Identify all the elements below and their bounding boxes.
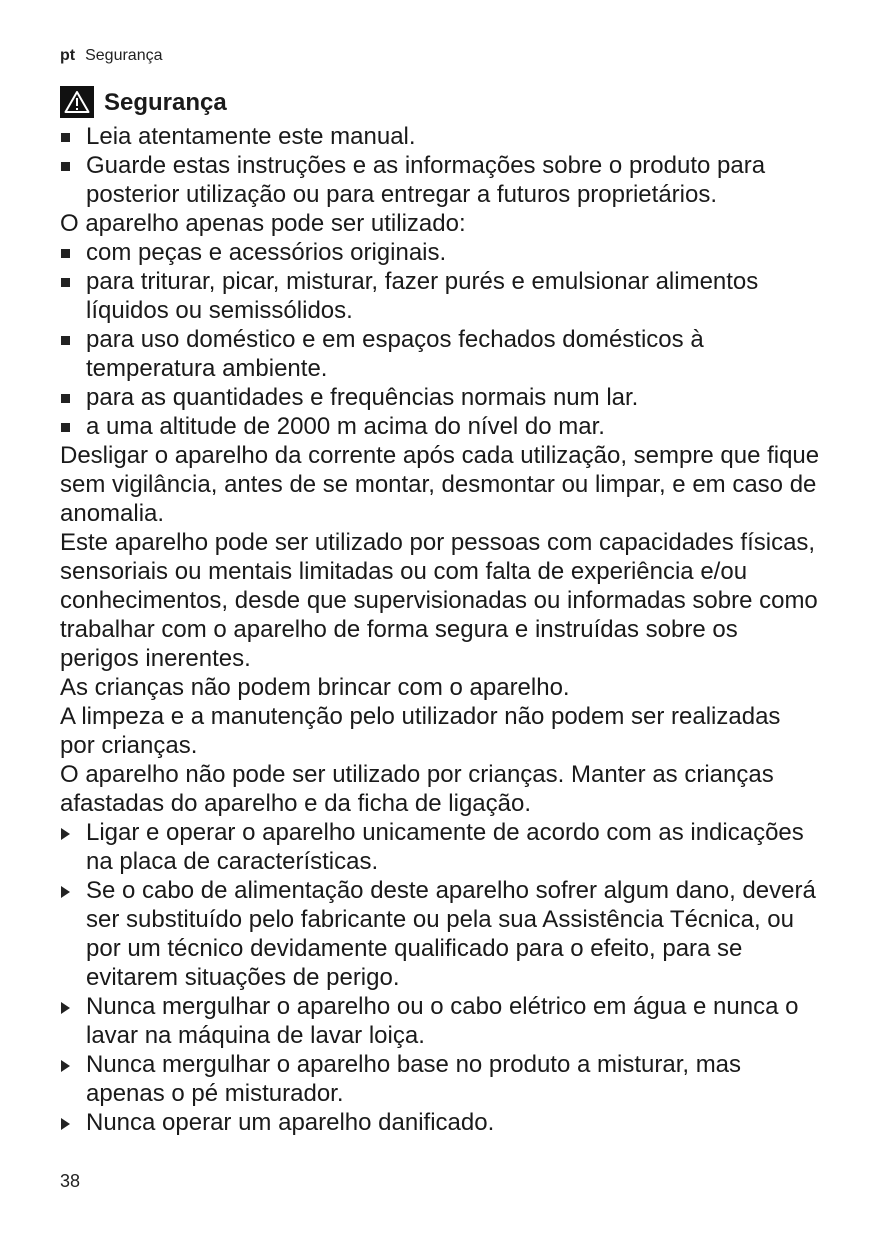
list-item: Guarde estas instruções e as informações sobre o produto para posterior utilização ou para entregar a futuros proprietários. xyxy=(60,151,820,209)
section-heading xyxy=(60,84,820,120)
running-head-section: Segurança xyxy=(85,47,163,64)
action-text: Ligar e operar o aparelho unicamente de acordo com as indicações na placa de características. xyxy=(86,819,804,875)
reading-instructions-list xyxy=(60,122,820,209)
intended-use-list xyxy=(60,238,820,441)
action-text: Se o cabo de alimentação deste aparelho sofrer algum dano, deverá ser substituído pelo fabricante ou pela sua Assistência Técnica, ou por um técnico devidamente qualificado para o efeito, para se evitarem situações de perigo. xyxy=(86,877,816,991)
action-text: Nunca operar um aparelho danificado. xyxy=(86,1109,495,1136)
action-text: Nunca mergulhar o aparelho ou o cabo elétrico em água e nunca o lavar na máquina de lavar loiça. xyxy=(86,993,799,1049)
list-item: com peças e acessórios originais. xyxy=(60,238,820,267)
list-item: Leia atentamente este manual. xyxy=(60,122,820,151)
paragraph: A limpeza e a manutenção pelo utilizador não podem ser realizadas por crianças. xyxy=(60,703,781,759)
action-item xyxy=(60,876,820,992)
action-text: Nunca mergulhar o aparelho base no produto a misturar, mas apenas o pé misturador. xyxy=(86,1051,742,1107)
paragraph: O aparelho não pode ser utilizado por crianças. Manter as crianças afastadas do aparelho e da ficha de ligação. xyxy=(60,761,774,817)
list-item: a uma altitude de 2000 m acima do nível do mar. xyxy=(60,412,820,441)
list-item: para triturar, picar, misturar, fazer purés e emulsionar alimentos líquidos ou semissólidos. xyxy=(60,267,820,325)
warning-icon xyxy=(60,86,94,118)
action-item xyxy=(60,818,820,876)
page-number: 38 xyxy=(60,1171,81,1191)
usage-intro: O aparelho apenas pode ser utilizado: xyxy=(60,210,466,237)
arrow-bullet-icon xyxy=(61,1002,70,1014)
list-item: para uso doméstico e em espaços fechados domésticos à temperatura ambiente. xyxy=(60,325,820,383)
action-item xyxy=(60,992,820,1050)
page-title: Segurança xyxy=(104,88,227,116)
language-code: pt xyxy=(60,47,76,64)
arrow-bullet-icon xyxy=(61,828,70,840)
safety-actions-list xyxy=(60,818,820,1137)
paragraph: Este aparelho pode ser utilizado por pessoas com capacidades físicas, sensoriais ou mentais limitadas ou com falta de experiência e/ou conhecimentos, desde que supervisionadas ou informadas sobre como trabalhar com o aparelho de forma segura e instruídas sobre os perigos inerentes. xyxy=(60,529,818,672)
action-item xyxy=(60,1050,820,1108)
paragraph: As crianças não podem brincar com o aparelho. xyxy=(60,674,570,701)
page-content xyxy=(60,84,820,1137)
action-item xyxy=(60,1108,820,1137)
list-item: para as quantidades e frequências normais num lar. xyxy=(60,383,820,412)
arrow-bullet-icon xyxy=(61,886,70,898)
running-head xyxy=(60,47,163,65)
arrow-bullet-icon xyxy=(61,1060,70,1072)
arrow-bullet-icon xyxy=(61,1118,70,1130)
paragraph: Desligar o aparelho da corrente após cada utilização, sempre que fique sem vigilância, antes de se montar, desmontar ou limpar, e em caso de anomalia. xyxy=(60,442,820,527)
